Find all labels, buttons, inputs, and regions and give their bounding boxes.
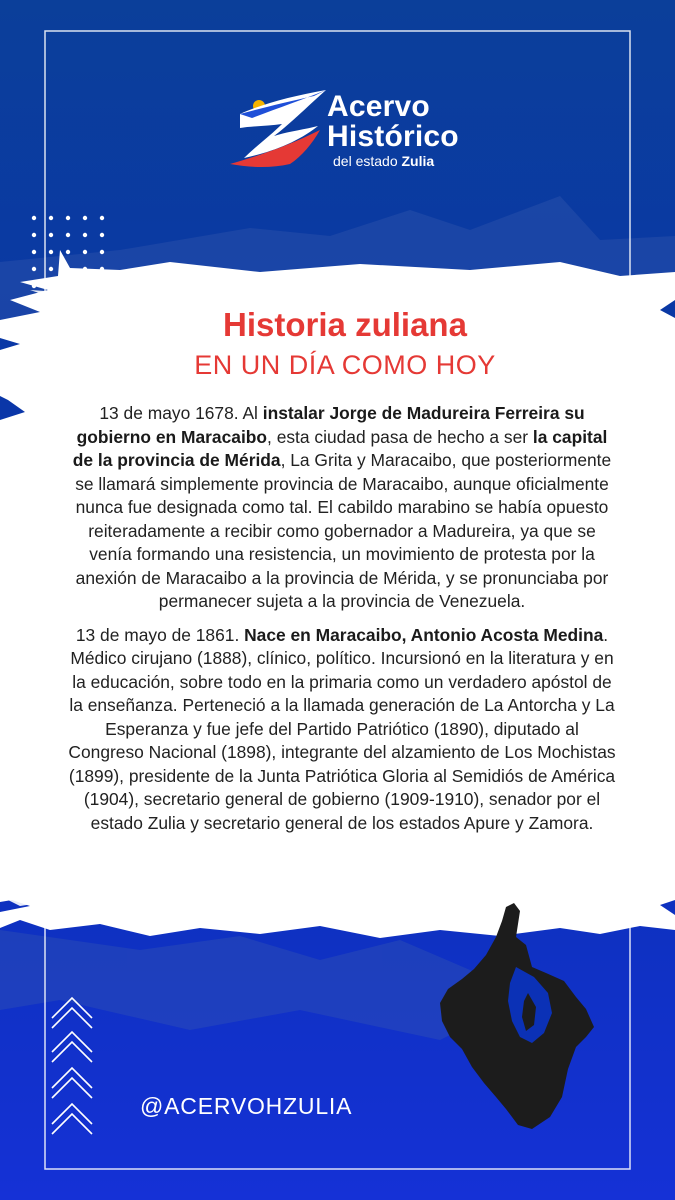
article-body — [68, 402, 616, 845]
page-subtitle: EN UN DÍA COMO HOY — [194, 350, 496, 380]
logo-line1: Acervo — [327, 90, 430, 123]
zulia-map-icon — [436, 897, 616, 1137]
logo-line2: Histórico — [327, 120, 459, 153]
logo-line3: del estado Zulia — [333, 153, 435, 169]
entry-1678: 13 de mayo 1678. Al instalar Jorge de Madureira Ferreira su gobierno en Maracaibo, esta ciudad pasa de hecho a ser la capital de la provincia de Mérida, La Grita y Maracaibo, que posteriormente se llamará simplemente provincia de Maracaibo, aunque oficialmente nunca fue designada como tal. El cabildo marabino se había opuesto reiteradamente a recibir como gobernador a Madureira, ya que se venía formando una resistencia, un movimiento de protesta por la anexión de Maracaibo a la provincia de Mérida, y se pronunciaba por permanecer sujeta a la provincia de Venezuela. — [72, 403, 612, 611]
page-title: Historia zuliana — [223, 306, 467, 343]
entry-1861: 13 de mayo de 1861. Nace en Maracaibo, Antonio Acosta Medina. Médico cirujano (1888), clínico, político. Incursionó en la literatura y en la educación, sobre todo en la primaria como un verdadero apóstol de la enseñanza. Perteneció a la llamada generación de La Antorcha y La Esperanza y fue jefe del Partido Patriótico (1890), diputado al Congreso Nacional (1898), integrante del alzamiento de Los Mochistas (1899), presidente de la Junta Patriótica Gloria al Semidiós de América (1904), secretario general de gobierno (1909-1910), senador por el estado Zulia y secretario general de los estados Apure y Zamora. — [68, 624, 616, 833]
chevrons-up-icon — [50, 992, 94, 1142]
social-handle: @ACERVOHZULIA — [140, 1093, 353, 1119]
